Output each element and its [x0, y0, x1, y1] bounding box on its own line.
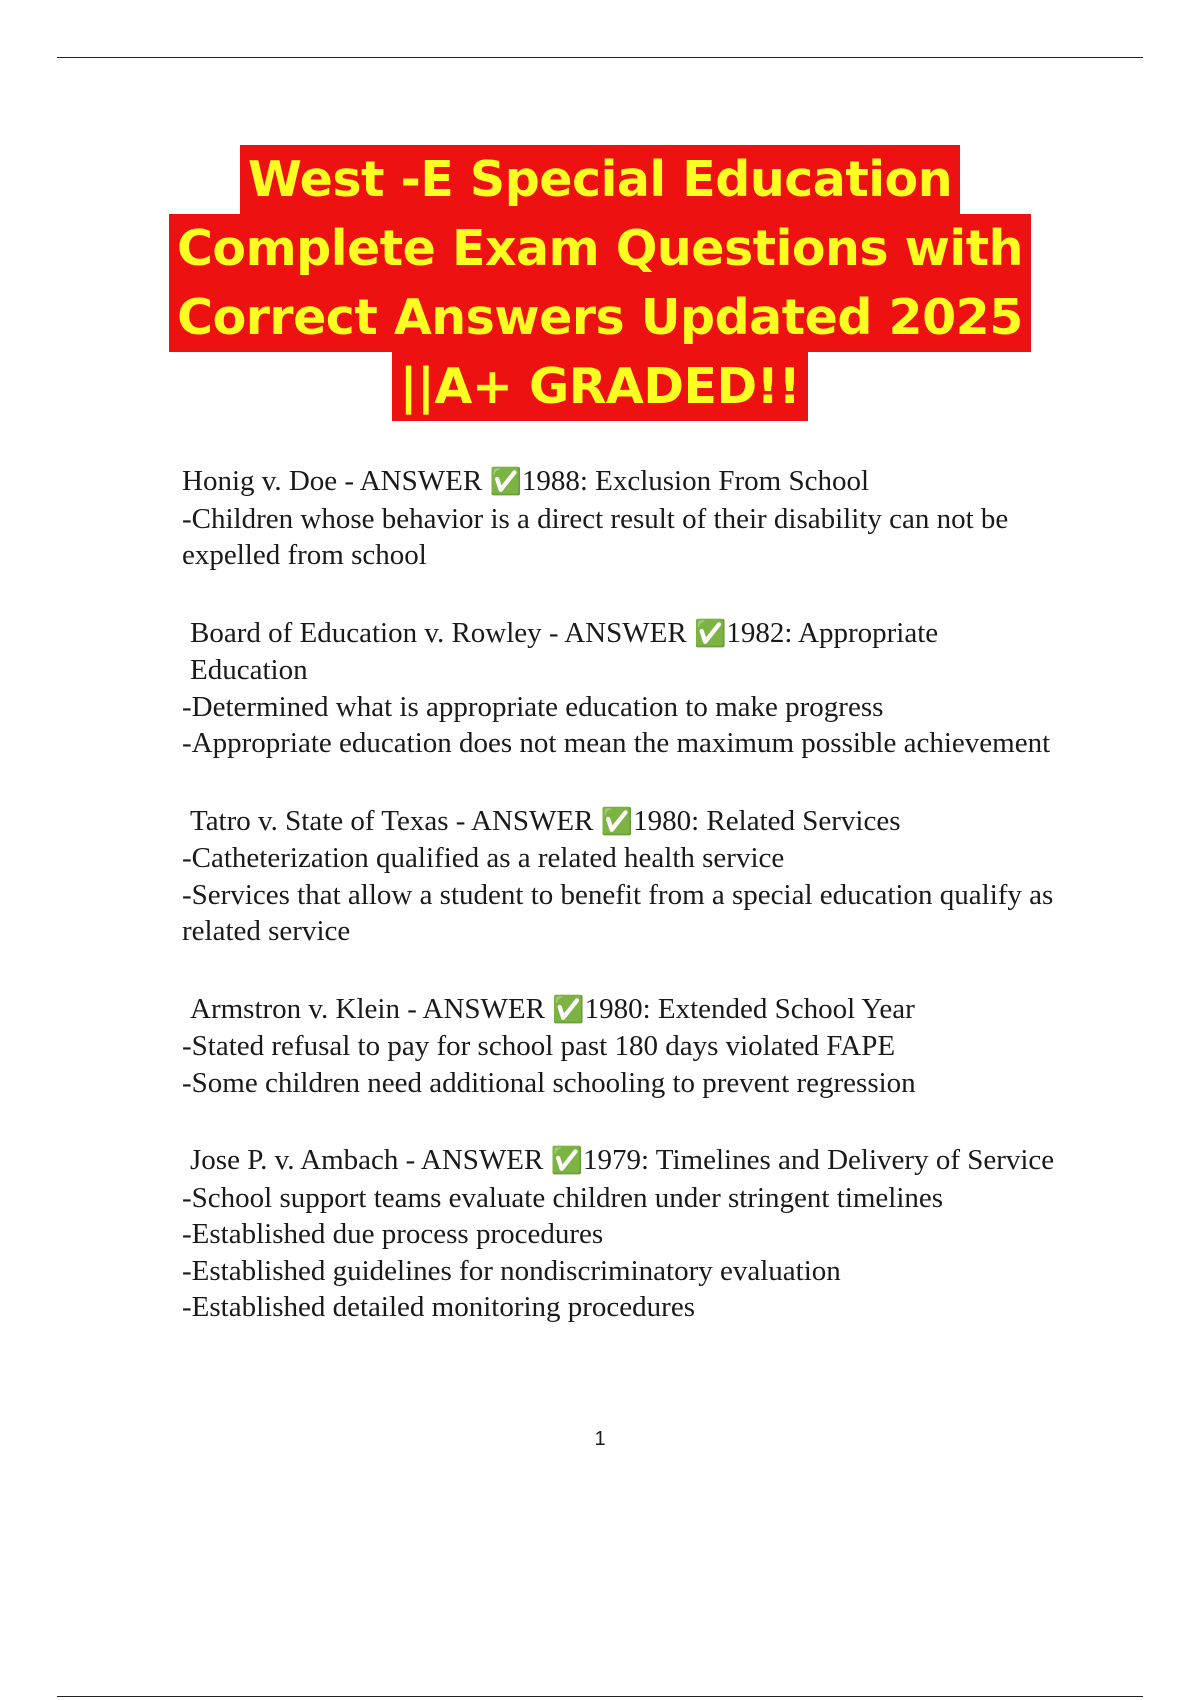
answer-detail: -School support teams evaluate children under stringent timelines: [182, 1181, 944, 1214]
check-icon: ✅: [693, 618, 727, 649]
answer-detail: -Stated refusal to pay for school past 180 days violated FAPE: [182, 1030, 896, 1062]
qa-entry: [182, 991, 1062, 1102]
answer-summary: 1979: Timelines and Delivery of Service: [583, 1144, 1055, 1176]
answer-summary: 1980: Extended School Year: [584, 992, 915, 1025]
case-name: Armstron v. Klein - ANSWER: [190, 992, 545, 1025]
qa-entry: [182, 803, 1062, 950]
title-line: Correct Answers Updated 2025: [169, 283, 1031, 352]
case-name: Jose P. v. Ambach - ANSWER: [190, 1144, 544, 1176]
answer-detail: -Established detailed monitoring procedures: [182, 1291, 695, 1323]
entry-heading: [182, 615, 1062, 689]
qa-entry: [182, 463, 1062, 574]
check-icon: ✅: [550, 1146, 583, 1176]
answer-summary: 1982: Appropriate Education: [190, 616, 939, 686]
entry-heading: [182, 463, 1062, 501]
bottom-rule: [57, 1696, 1143, 1697]
qa-entry: [182, 615, 1062, 762]
answer-summary: 1988: Exclusion From School: [521, 465, 870, 497]
check-icon: ✅: [489, 467, 522, 497]
answer-summary: 1980: Related Services: [633, 804, 901, 837]
qa-entry: [182, 1142, 1062, 1326]
page-number: 1: [594, 1428, 606, 1450]
case-name: Tatro v. State of Texas - ANSWER: [190, 804, 594, 837]
answer-detail: -Catheterization qualified as a related health service: [182, 842, 785, 874]
entry-heading: [182, 803, 1062, 841]
answer-detail: -Services that allow a student to benefit from a special education qualify as related service: [182, 878, 1054, 947]
case-name: Board of Education v. Rowley - ANSWER: [190, 616, 687, 649]
top-rule: [57, 57, 1143, 58]
document-title: [0, 145, 1200, 421]
entry-heading: [182, 1142, 1062, 1180]
document-body: [182, 463, 1062, 1367]
answer-detail: -Appropriate education does not mean the maximum possible achievement: [182, 727, 1051, 759]
answer-detail: -Children whose behavior is a direct result of their disability can not be expelled from school: [182, 502, 1009, 571]
answer-detail: -Some children need additional schooling to prevent regression: [182, 1066, 916, 1099]
case-name: Honig v. Doe - ANSWER: [182, 465, 483, 497]
check-icon: ✅: [600, 806, 634, 837]
title-line: Complete Exam Questions with: [169, 214, 1031, 283]
title-line: ||A+ GRADED!!: [392, 352, 809, 421]
answer-detail: -Established due process procedures: [182, 1218, 604, 1250]
answer-detail: -Established guidelines for nondiscriminatory evaluation: [182, 1254, 841, 1287]
title-line: West -E Special Education: [240, 145, 960, 214]
check-icon: ✅: [552, 994, 585, 1025]
answer-detail: -Determined what is appropriate education to make progress: [182, 690, 884, 723]
entry-heading: [182, 991, 1062, 1029]
